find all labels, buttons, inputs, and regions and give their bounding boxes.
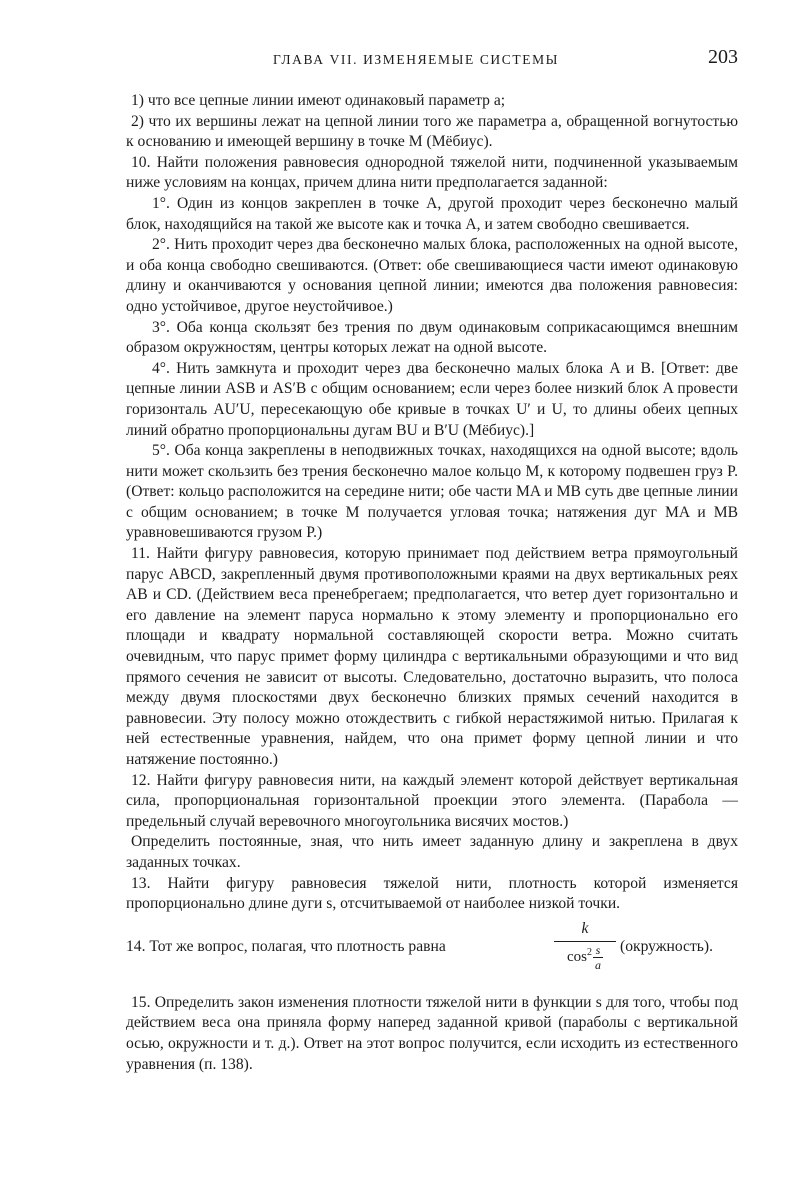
small-frac-den: a: [595, 957, 601, 972]
problem-10-case-4: 4°. Нить замкнута и проходит через два бесконечно малых блока A и B. [Ответ: две цепные линии ASB и AS′B с общим основанием; если через более низкий блок A провести горизонталь AU′U, пересекающую обе кривые в точках U′ и U, то длины обеих цепных линий обратно пропорциональны дугам BU и B′U (Мёбиус).]: [126, 359, 738, 439]
page-body: [126, 91, 738, 1075]
fraction-numerator: k: [581, 919, 589, 937]
problem-10: 10. Найти положения равновесия однородной тяжелой нити, подчиненной указываемым ниже условиям на концах, причем длина нити предполагается заданной:: [126, 153, 738, 192]
problem-11: 11. Найти фигуру равновесия, которую принимает под действием ветра прямоугольный парус ABCD, закрепленный двумя противоположными краями на двух вертикальных реях AB и CD. (Действием веса пренебрегаем; предполагается, что ветер дует горизонтально и его давление на элемент паруса нормально к этому элементу и пропорционально его площади и квадрату нормальной составляющей скорости ветра. Можно считать очевидным, что парус примет форму цилиндра с вертикальными образующими и что вид прямого сечения не зависит от высоты. Следовательно, достаточно выразить, что полоса между двумя плоскостями двух бесконечно близких прямых сечений находится в равновесии. Эту полосу можно отождествить с гибкой нерастяжимой нитью. Прилагая к ней естественные уравнения, найдем, что она примет форму цепной линии и что натяжение постоянно.): [126, 545, 738, 768]
small-frac-num: s: [595, 942, 601, 957]
fraction-bar: [554, 941, 616, 942]
problem-12: 12. Найти фигуру равновесия нити, на каждый элемент которой действует вертикальная сила, пропорциональная горизонтальной проекции этого элемента. (Парабола — предельный случай веревочного многоугольника висячих мостов.): [126, 771, 738, 830]
paragraph: 1) что все цепные линии имеют одинаковый параметр a;: [131, 92, 506, 109]
paragraph: Определить постоянные, зная, что нить имеет заданную длину и закреплена в двух заданных точках.: [126, 833, 738, 871]
problem-10-case-5: 5°. Оба конца закреплены в неподвижных точках, находящихся на одной высоте; вдоль нити может скользить без трения бесконечно малое кольцо M, к которому подвешен груз P. (Ответ: кольцо расположится на середине нити; обе части MA и MB суть две цепные линии с общим основанием; в точке M получается угловая точка; натяжения дуг MA и MB уравновешиваются грузом P.): [126, 442, 738, 542]
density-fraction: [554, 919, 616, 971]
problem-10-case-3: 3°. Оба конца скользят без трения по двум одинаковым соприкасающимся внешним образом окружностям, центры которых лежат на одной высоте.: [126, 318, 738, 357]
problem-14-after: (окружность).: [620, 937, 713, 955]
problem-13: 13. Найти фигуру равновесия тяжелой нити, плотность которой изменяется пропорционально длине дуги s, отсчитываемой от наиболее низкой точки.: [126, 874, 738, 913]
problem-15: 15. Определить закон изменения плотности тяжелой нити в функции s для того, чтобы под действием веса она приняла форму наперед заданной кривой (параболы с вертикальной осью, окружности и т. д.). Ответ на этот вопрос получится, если исходить из естественного уравнения (п. 138).: [126, 993, 738, 1073]
fraction-denominator: [554, 944, 616, 971]
problem-14-text: 14. Тот же вопрос, полагая, что плотность равна: [126, 937, 446, 955]
problem-10-case-2: 2°. Нить проходит через два бесконечно малых блока, расположенных на одной высоте, и оба конца свободно свешиваются. (Ответ: обе свешивающиеся части имеют одинаковую длину и оканчиваются у основания цепной линии; имеются два положения равновесия: одно устойчивое, другое неустойчивое.): [126, 236, 738, 315]
problem-14: [126, 921, 738, 979]
cos-power: 2: [587, 946, 592, 958]
running-head: ГЛАВА VII. ИЗМЕНЯЕМЫЕ СИСТЕМЫ: [273, 52, 560, 67]
page-number: 203: [708, 46, 738, 68]
s-over-a: [593, 944, 603, 971]
page-header: [126, 46, 738, 76]
problem-10-case-1: 1°. Один из концов закреплен в точке A, другой проходит через бесконечно малый блок, находящийся на такой же высоте как и точка A, и затем свободно свешивается.: [126, 194, 738, 233]
paragraph: 2) что их вершины лежат на цепной линии того же параметра a, обращенной вогнутостью к основанию и имеющей вершину в точке M (Мёбиус).: [126, 112, 738, 151]
cos-label: cos: [567, 948, 587, 965]
